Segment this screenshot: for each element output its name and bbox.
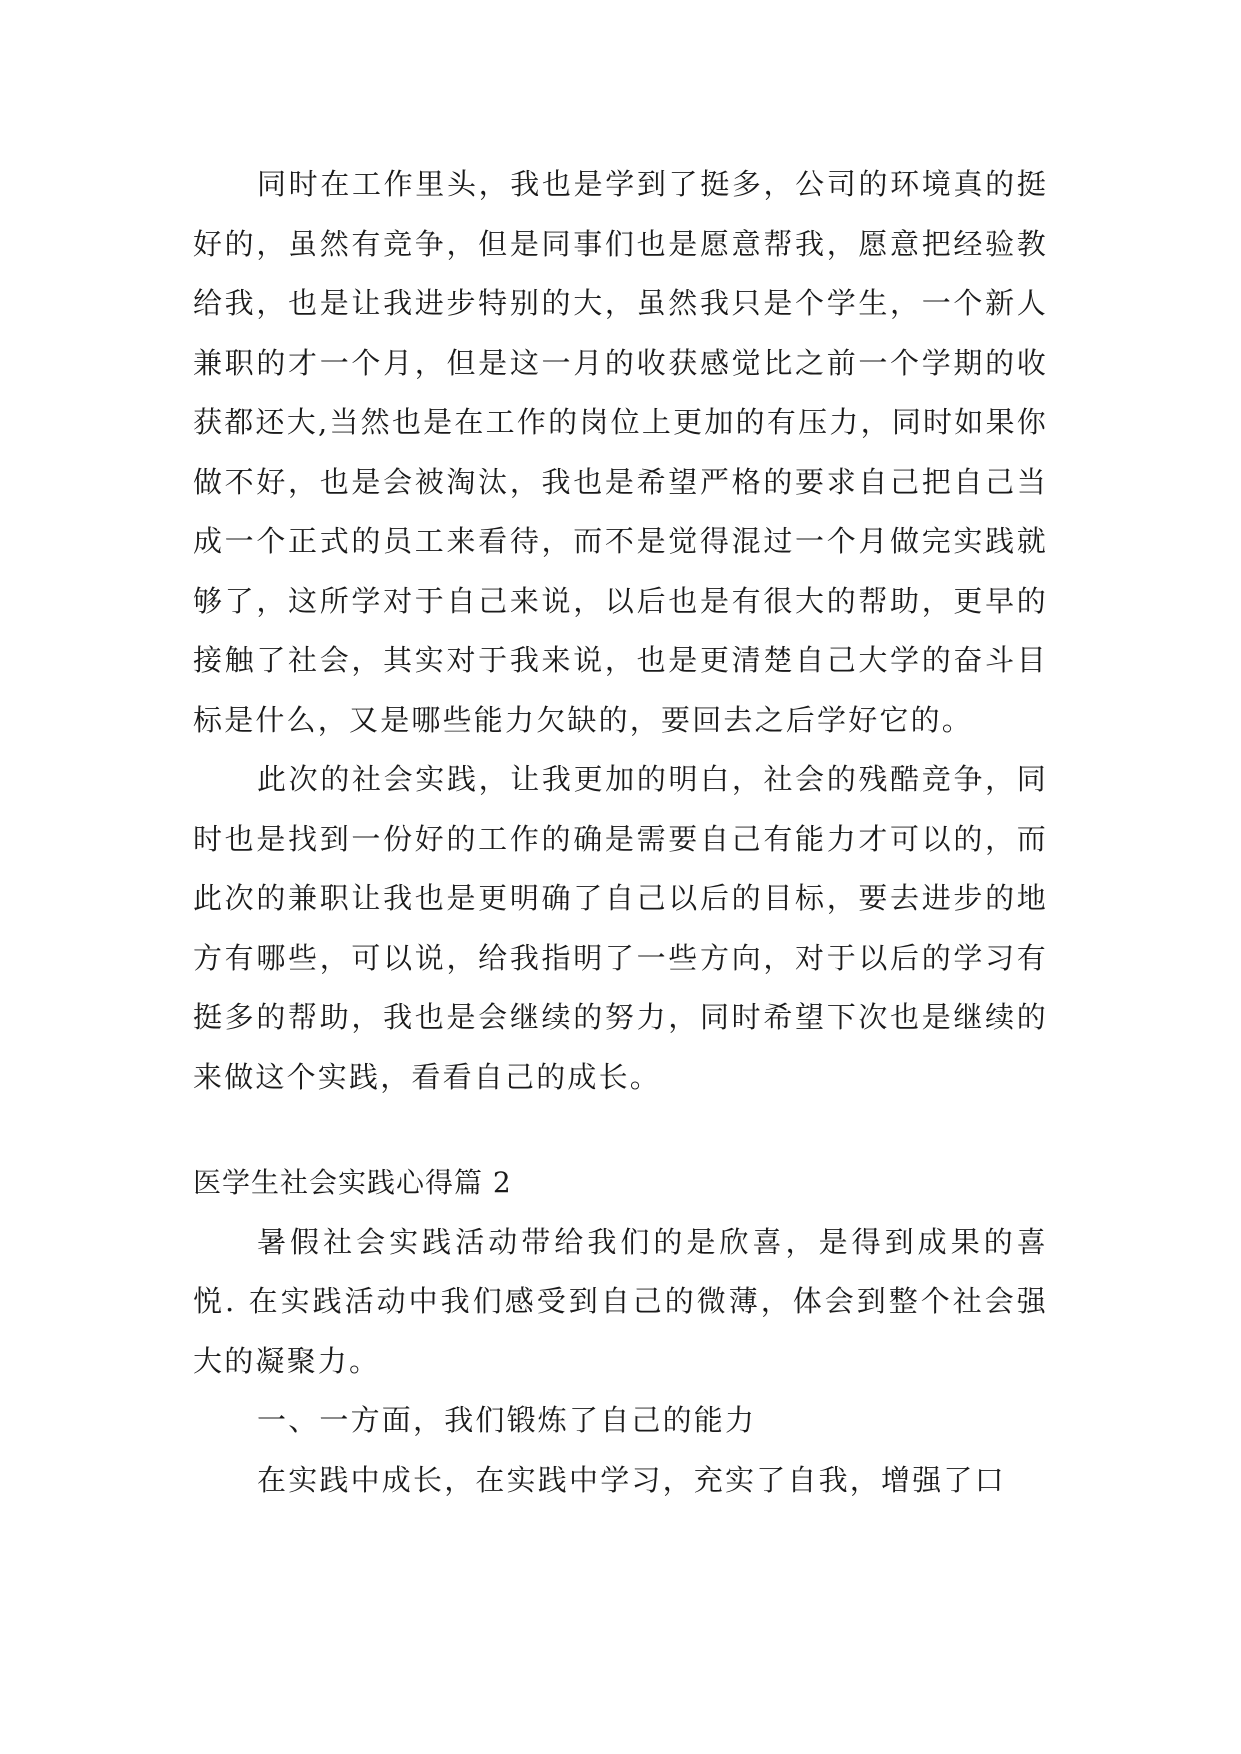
section-title: 医学生社会实践心得篇 2 <box>193 1166 512 1199</box>
paragraph-summer-practice: 暑假社会实践活动带给我们的是欣喜，是得到成果的喜悦. 在实践活动中我们感受到自己的微薄，体会到整个社会强大的凝聚力。 <box>193 1224 1048 1378</box>
subheading-ability: 一、一方面，我们锻炼了自己的能力 <box>257 1403 757 1437</box>
paragraph-growth: 在实践中成长，在实践中学习，充实了自我，增强了口 <box>257 1462 1006 1497</box>
paragraph-social-practice-reflection: 此次的社会实践，让我更加的明白，社会的残酷竞争，同时也是找到一份好的工作的确是需要自己有能力才可以的，而此次的兼职让我也是更明确了自己以后的目标，要去进步的地方有哪些，可以说，给我指明了一些方向，对于以后的学习有挺多的帮助，我也是会继续的努力，同时希望下次也是继续的来做这个实践，看看自己的成长。 <box>193 762 1048 1094</box>
paragraph-work-experience: 同时在工作里头，我也是学到了挺多，公司的环境真的挺好的，虽然有竞争，但是同事们也是愿意帮我，愿意把经验教给我，也是让我进步特别的大，虽然我只是个学生，一个新人兼职的才一个月，但是这一月的收获感觉比之前一个学期的收获都还大,当然也是在工作的岗位上更加的有压力，同时如果你做不好，也是会被淘汰，我也是希望严格的要求自己把自己当成一个正式的员工来看待，而不是觉得混过一个月做完实践就够了，这所学对于自己来说，以后也是有很大的帮助，更早的接触了社会，其实对于我来说，也是更清楚自己大学的奋斗目标是什么，又是哪些能力欠缺的，要回去之后学好它的。 <box>193 167 1048 737</box>
document-body <box>193 155 1048 1510</box>
